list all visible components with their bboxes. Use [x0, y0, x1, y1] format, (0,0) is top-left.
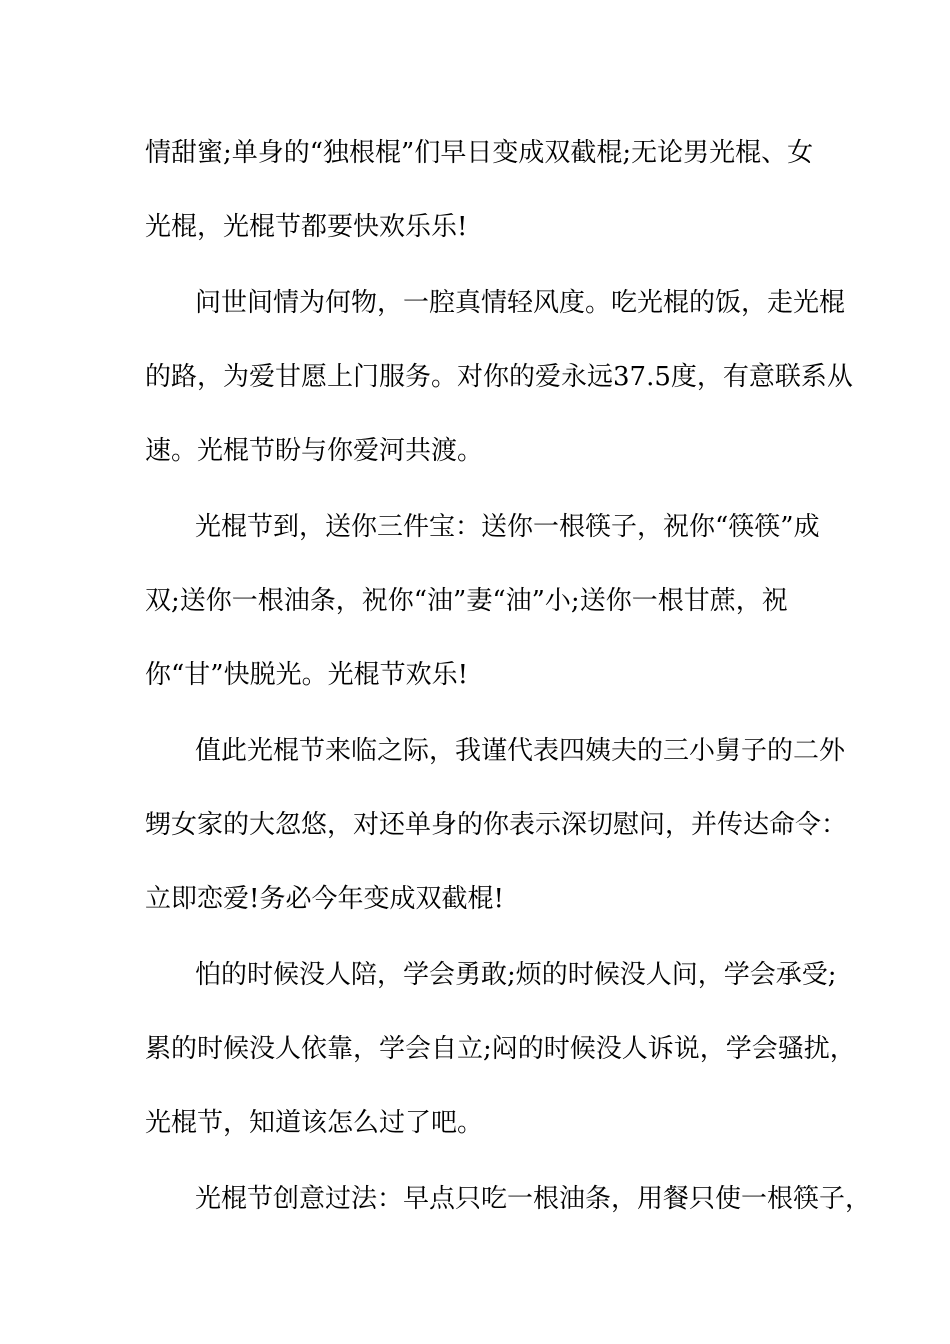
paragraph-first-line: 光棍节到，送你三件宝：送你一根筷子，祝你“筷筷”成 — [195, 512, 820, 542]
text-line: 情甜蜜;单身的“独根棍”们早日变成双截棍;无论男光棍、女 — [145, 138, 814, 168]
text-line: 的路，为爱甘愿上门服务。对你的爱永远37.5度，有意联系从 — [145, 362, 853, 392]
text-line: 光棍节，知道该怎么过了吧。 — [145, 1108, 484, 1138]
paragraph-first-line: 值此光棍节来临之际，我谨代表四姨夫的三小舅子的二外 — [195, 736, 846, 766]
paragraph-first-line: 怕的时候没人陪，学会勇敢;烦的时候没人问，学会承受; — [195, 960, 837, 990]
text-line: 双;送你一根油条，祝你“油”妻“油”小;送你一根甘蔗，祝 — [145, 586, 788, 616]
text-line: 速。光棍节盼与你爱河共渡。 — [145, 436, 484, 466]
text-line: 你“甘”快脱光。光棍节欢乐! — [145, 660, 469, 690]
paragraph-first-line: 光棍节创意过法：早点只吃一根油条，用餐只使一根筷子， — [195, 1184, 872, 1214]
text-line: 立即恋爱!务必今年变成双截棍! — [145, 884, 504, 914]
paragraph-first-line: 问世间情为何物，一腔真情轻风度。吃光棍的饭，走光棍 — [195, 288, 846, 318]
text-line: 光棍，光棍节都要快欢乐乐! — [145, 212, 468, 242]
text-line: 甥女家的大忽悠，对还单身的你表示深切慰问，并传达命令： — [145, 810, 848, 840]
text-line: 累的时候没人依靠，学会自立;闷的时候没人诉说，学会骚扰， — [145, 1034, 856, 1064]
